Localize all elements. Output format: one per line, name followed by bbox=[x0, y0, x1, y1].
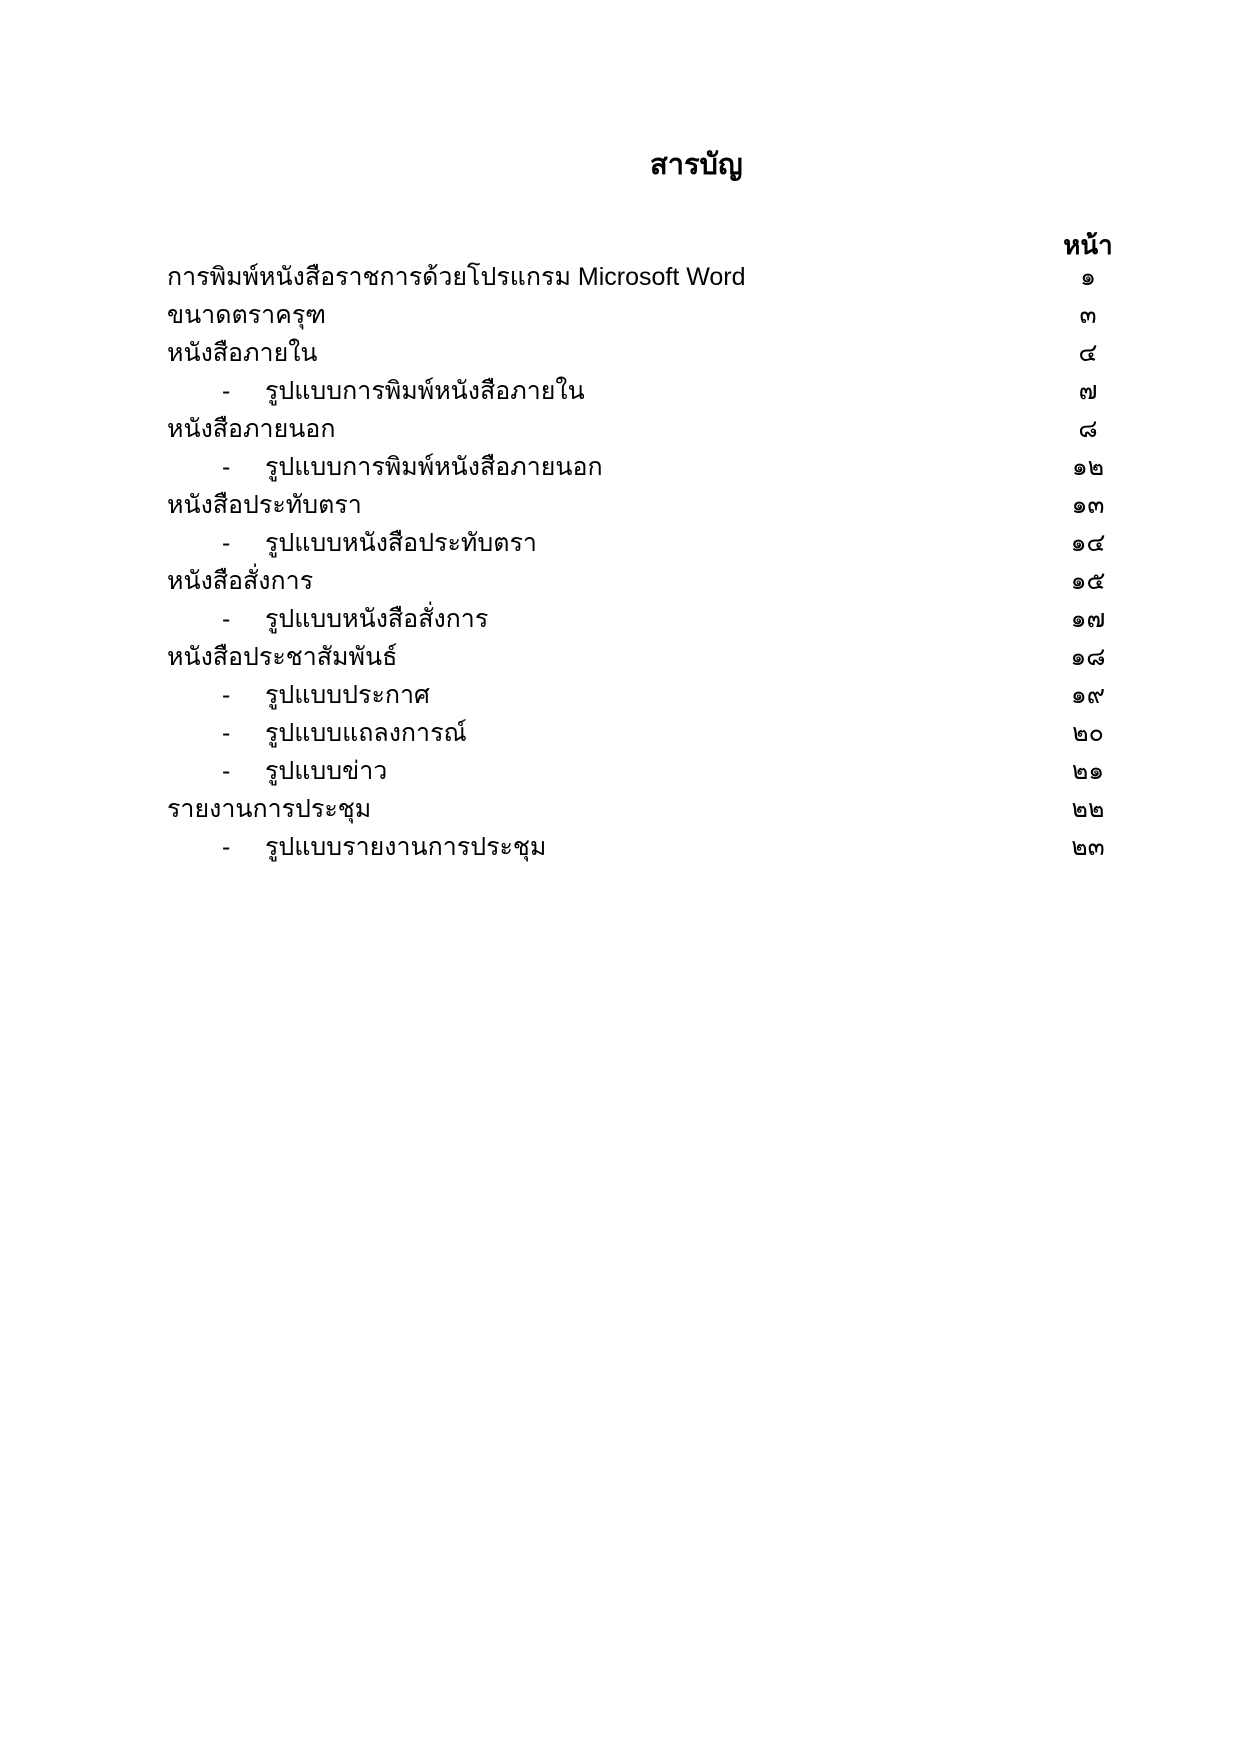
toc-row bbox=[167, 258, 1120, 296]
toc-item-text: หนังสือประทับตรา bbox=[167, 491, 362, 519]
toc-row bbox=[167, 638, 1120, 676]
dash-bullet: - bbox=[222, 377, 231, 405]
toc-item-text: รูปแบบประกาศ bbox=[265, 681, 430, 709]
toc-row bbox=[167, 296, 1120, 334]
dash-bullet: - bbox=[222, 453, 231, 481]
toc-page-number: ๑ bbox=[1080, 263, 1096, 291]
toc-item-text: รูปแบบการพิมพ์หนังสือภายใน bbox=[265, 377, 585, 405]
toc-item-text: รูปแบบหนังสือประทับตรา bbox=[265, 529, 537, 557]
toc-item-text: หนังสือประชาสัมพันธ์ bbox=[167, 643, 398, 671]
toc-page-number: ๒๐ bbox=[1072, 719, 1104, 747]
toc-item-text: ขนาดตราครุฑ bbox=[167, 301, 327, 329]
toc-item-label bbox=[167, 334, 1056, 372]
toc-row bbox=[167, 486, 1120, 524]
toc-item-label bbox=[167, 676, 1056, 714]
dash-bullet: - bbox=[222, 719, 231, 747]
toc-item-text: รูปแบบรายงานการประชุม bbox=[265, 833, 547, 861]
toc-page-number: ๑๕ bbox=[1070, 567, 1106, 595]
toc-item-text: รูปแบบแถลงการณ์ bbox=[265, 719, 467, 747]
toc-row bbox=[167, 448, 1120, 486]
toc-row bbox=[167, 790, 1120, 828]
toc-page-number: ๒๑ bbox=[1071, 757, 1105, 785]
toc-page-number: ๓ bbox=[1079, 301, 1097, 329]
toc-item-text: การพิมพ์หนังสือราชการด้วยโปรแกรม Microsoft Word bbox=[167, 263, 746, 291]
toc-page-number: ๑๒ bbox=[1071, 453, 1105, 481]
page-number-column-header: หน้า bbox=[1063, 230, 1113, 260]
dash-bullet: - bbox=[222, 833, 231, 861]
page-title: สารบัญ bbox=[650, 149, 743, 181]
toc-item-label bbox=[167, 714, 1056, 752]
dash-bullet: - bbox=[222, 757, 231, 785]
toc-page-number: ๑๙ bbox=[1070, 681, 1106, 709]
toc-row bbox=[167, 372, 1120, 410]
toc-item-label bbox=[167, 296, 1056, 334]
toc-item-label bbox=[167, 448, 1056, 486]
toc-row bbox=[167, 410, 1120, 448]
toc-page-number: ๘ bbox=[1078, 415, 1098, 443]
toc-row bbox=[167, 676, 1120, 714]
toc-row bbox=[167, 752, 1120, 790]
toc-item-label bbox=[167, 790, 1056, 828]
toc-row bbox=[167, 828, 1120, 866]
toc-item-label bbox=[167, 600, 1056, 638]
toc-row bbox=[167, 562, 1120, 600]
toc-item-text: รูปแบบข่าว bbox=[265, 757, 388, 785]
toc-page-number: ๗ bbox=[1078, 377, 1098, 405]
toc-page-number: ๔ bbox=[1078, 339, 1098, 367]
toc-item-text: รูปแบบหนังสือสั่งการ bbox=[265, 605, 489, 633]
toc-page-number: ๒๒ bbox=[1071, 795, 1105, 823]
toc-item-label bbox=[167, 372, 1056, 410]
toc-page-number: ๑๘ bbox=[1070, 643, 1106, 671]
toc-item-label bbox=[167, 486, 1056, 524]
toc-item-text: หนังสือภายนอก bbox=[167, 415, 336, 443]
toc-item-text: รายงานการประชุม bbox=[167, 795, 372, 823]
toc-item-text: รูปแบบการพิมพ์หนังสือภายนอก bbox=[265, 453, 603, 481]
toc-row bbox=[167, 600, 1120, 638]
toc-page-number: ๑๓ bbox=[1071, 491, 1105, 519]
toc-item-label bbox=[167, 524, 1056, 562]
toc-item-label bbox=[167, 828, 1056, 866]
toc-item-label bbox=[167, 562, 1056, 600]
toc-item-label bbox=[167, 258, 1056, 296]
toc-item-text: หนังสือภายใน bbox=[167, 339, 318, 367]
toc-page-number: ๒๓ bbox=[1071, 833, 1105, 861]
dash-bullet: - bbox=[222, 681, 231, 709]
toc-row bbox=[167, 334, 1120, 372]
table-of-contents bbox=[167, 258, 1120, 866]
toc-row bbox=[167, 524, 1120, 562]
toc-item-label bbox=[167, 752, 1056, 790]
dash-bullet: - bbox=[222, 605, 231, 633]
toc-page-number: ๑๗ bbox=[1070, 605, 1106, 633]
dash-bullet: - bbox=[222, 529, 231, 557]
toc-row bbox=[167, 714, 1120, 752]
toc-page-number: ๑๔ bbox=[1070, 529, 1106, 557]
toc-item-label bbox=[167, 638, 1056, 676]
toc-item-label bbox=[167, 410, 1056, 448]
toc-item-text: หนังสือสั่งการ bbox=[167, 567, 314, 595]
